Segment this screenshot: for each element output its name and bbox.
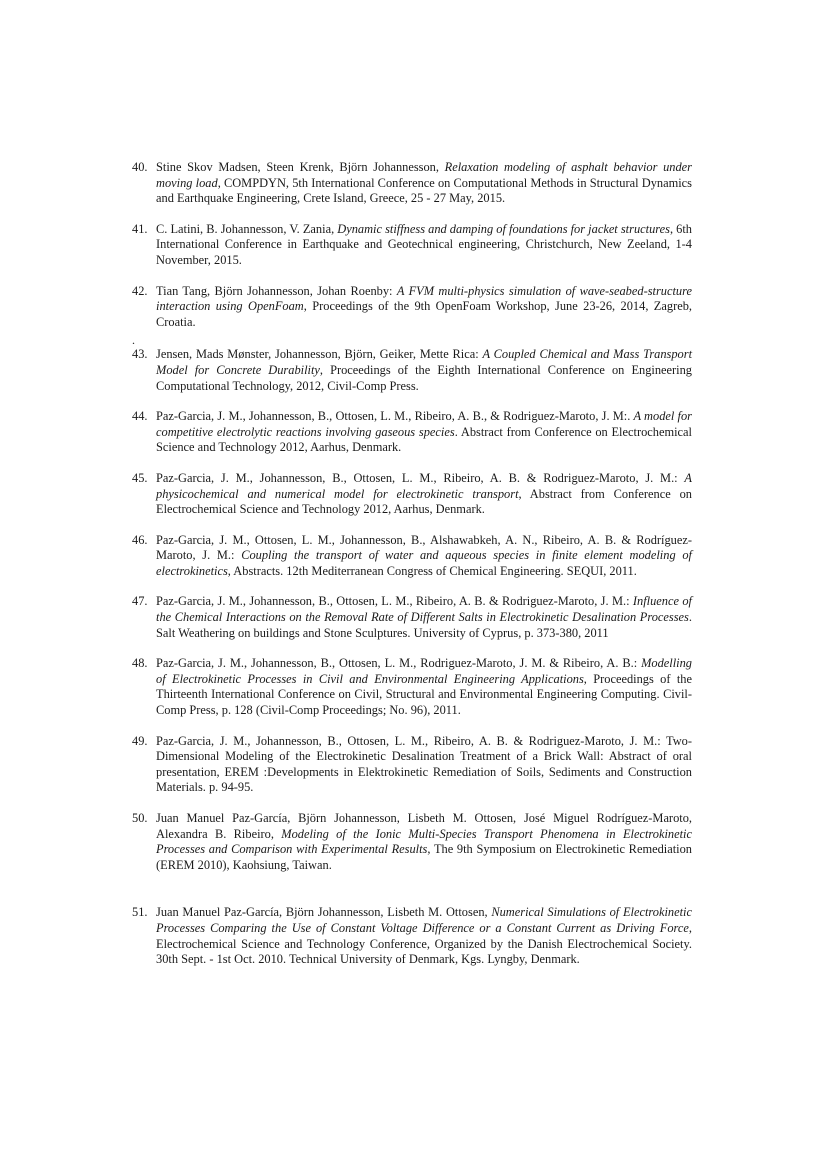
reference-list bbox=[132, 160, 692, 983]
reference-details: , Abstract from Conference on Electrochemical Science and Technology 2012, Aarhus, Denmark. bbox=[156, 486, 692, 517]
reference-number: 48. bbox=[132, 656, 148, 671]
reference-details: , Proceedings of the 9th OpenFoam Workshop, June 23-26, 2014, Zagreb, Croatia. bbox=[156, 299, 692, 329]
stray-dot-mark: . bbox=[132, 333, 135, 347]
reference-details: . Abstract from Conference on Electrochemical Science and Technology 2012, Aarhus, Denmark. bbox=[156, 424, 692, 455]
reference-authors: Stine Skov Madsen, Steen Krenk, Björn Johannesson, bbox=[156, 160, 445, 174]
reference-details: , The 9th Symposium on Electrokinetic Remediation (EREM 2010), Kaohsiung, Taiwan. bbox=[156, 842, 692, 872]
reference-authors: Jensen, Mads Mønster, Johannesson, Björn, Geiker, Mette Rica: bbox=[156, 347, 483, 362]
reference-item bbox=[132, 734, 692, 796]
reference-number: 40. bbox=[132, 160, 148, 174]
reference-details: , Electrochemical Science and Technology Conference, Organized by the Danish Electrochemical Society. 30th Sept. - 1st Oct. 2010. Technical University of Denmark, Kgs. Lyngby, Denmark. bbox=[156, 920, 692, 967]
reference-authors: Paz-Garcia, J. M., Johannesson, B., Ottosen, L. M., Ribeiro, A. B. & Rodriguez-Maroto, J. M.: bbox=[156, 470, 685, 485]
reference-number: 49. bbox=[132, 733, 148, 748]
reference-title: A FVM multi-physics simulation of wave-seabed-structure interaction using OpenFoam bbox=[156, 283, 692, 314]
reference-number: 43. bbox=[132, 347, 148, 362]
reference-title: Modeling of the Ionic Multi-Species Transport Phenomena in Electrokinetic Processes and Comparison with Experimental Results bbox=[156, 826, 692, 857]
reference-item bbox=[132, 811, 692, 873]
reference-authors: C. Latini, B. Johannesson, V. Zania, bbox=[156, 221, 338, 236]
reference-title: A model for competitive electrolytic reactions involving gaseous species bbox=[156, 409, 692, 439]
reference-authors: Paz-Garcia, J. M., Johannesson, B., Ottosen, L. M., Ribeiro, A. B. & Rodriguez-Maroto, J. M.: bbox=[156, 594, 633, 609]
reference-item bbox=[132, 284, 692, 331]
reference-authors: Juan Manuel Paz-García, Björn Johannesson, Lisbeth M. Ottosen, bbox=[156, 905, 492, 920]
reference-item bbox=[132, 594, 692, 641]
reference-details: , Proceedings of the Thirteenth International Conference on Civil, Structural and Environmental Engineering Computing. Civil-Comp Press, p. 128 (Civil-Comp Proceedings; No. 96), 2011. bbox=[156, 671, 692, 718]
reference-details: , Proceedings of the Eighth International Conference on Engineering Computational Technology, 2012, Civil-Comp Press. bbox=[156, 362, 692, 393]
reference-authors: Paz-Garcia, J. M., Ottosen, L. M., Johannesson, B., Alshawabkeh, A. N., Ribeiro, A. B. & Rodríguez-Maroto, J. M.: bbox=[156, 532, 692, 563]
reference-item bbox=[132, 905, 692, 967]
reference-authors: Paz-Garcia, J. M., Johannesson, B., Ottosen, L. M., Rodriguez-Maroto, J. M. & Ribeiro, A. B.: bbox=[156, 656, 642, 671]
reference-number: 41. bbox=[132, 221, 148, 236]
reference-title: Relaxation modeling of asphalt behavior under moving load bbox=[156, 160, 692, 190]
reference-title: Modelling of Electrokinetic Processes in Civil and Environmental Engineering Applications bbox=[156, 656, 692, 686]
reference-details: , 6th International Conference in Earthquake and Geotechnical engineering, Christchurch, New Zeeland, 1-4 November, 2015. bbox=[156, 221, 692, 267]
reference-title: A physicochemical and numerical model for electrokinetic transport bbox=[156, 470, 692, 501]
reference-details: , COMPDYN, 5th International Conference on Computational Methods in Structural Dynamics and Earthquake Engineering, Crete Island, Greece, 25 - 27 May, 2015. bbox=[156, 175, 692, 206]
reference-title: Dynamic stiffness and damping of foundations for jacket structures bbox=[337, 221, 670, 236]
reference-title: Numerical Simulations of Electrokinetic Processes Comparing the Use of Constant Voltage Difference or a Constant Current as Driving Force bbox=[156, 905, 692, 935]
reference-title: A Coupled Chemical and Mass Transport Model for Concrete Durability bbox=[156, 347, 693, 377]
reference-details: , Abstracts. 12th Mediterranean Congress of Chemical Engineering. SEQUI, 2011. bbox=[227, 563, 637, 578]
reference-title: Influence of the Chemical Interactions on the Removal Rate of Different Salts in Electrokinetic Desalination Processes bbox=[156, 594, 692, 625]
reference-authors: Tian Tang, Björn Johannesson, Johan Roenby: bbox=[156, 283, 397, 298]
reference-item bbox=[132, 533, 692, 580]
reference-item bbox=[132, 347, 692, 394]
reference-details: . Salt Weathering on buildings and Stone Sculptures. University of Cyprus, p. 373-380, 2011 bbox=[156, 610, 692, 640]
reference-item bbox=[132, 656, 692, 718]
reference-authors: Paz-Garcia, J. M., Johannesson, B., Ottosen, L. M., Ribeiro, A. B. & Rodriguez-Maroto, J. M.: Two-Dimensional Modeling of the Electrokinetic Desalination Treatment of a Brick Wall: Abstract of oral presentation, EREM :Developments in Elektrokinetic Remediation of Soils, Sediments and Construction Materials. p. 94-95. bbox=[156, 733, 692, 795]
reference-number: 44. bbox=[132, 409, 148, 424]
reference-item bbox=[132, 471, 692, 518]
reference-title: Coupling the transport of water and aqueous species in finite element modeling of electrokinetics bbox=[156, 548, 692, 578]
reference-authors: Paz-Garcia, J. M., Johannesson, B., Ottosen, L. M., Ribeiro, A. B., & Rodriguez-Maroto, J. M:. bbox=[156, 409, 634, 424]
reference-number: 46. bbox=[132, 532, 148, 547]
reference-authors: Juan Manuel Paz-García, Björn Johannesson, Lisbeth M. Ottosen, José Miguel Rodríguez-Maroto, Alexandra B. Ribeiro, bbox=[156, 811, 692, 841]
reference-item bbox=[132, 409, 692, 456]
reference-number: 47. bbox=[132, 594, 148, 609]
reference-item bbox=[132, 222, 692, 269]
reference-item bbox=[132, 160, 692, 207]
reference-number: 50. bbox=[132, 811, 148, 825]
reference-number: 45. bbox=[132, 470, 148, 485]
reference-number: 51. bbox=[132, 905, 148, 920]
reference-number: 42. bbox=[132, 283, 148, 298]
